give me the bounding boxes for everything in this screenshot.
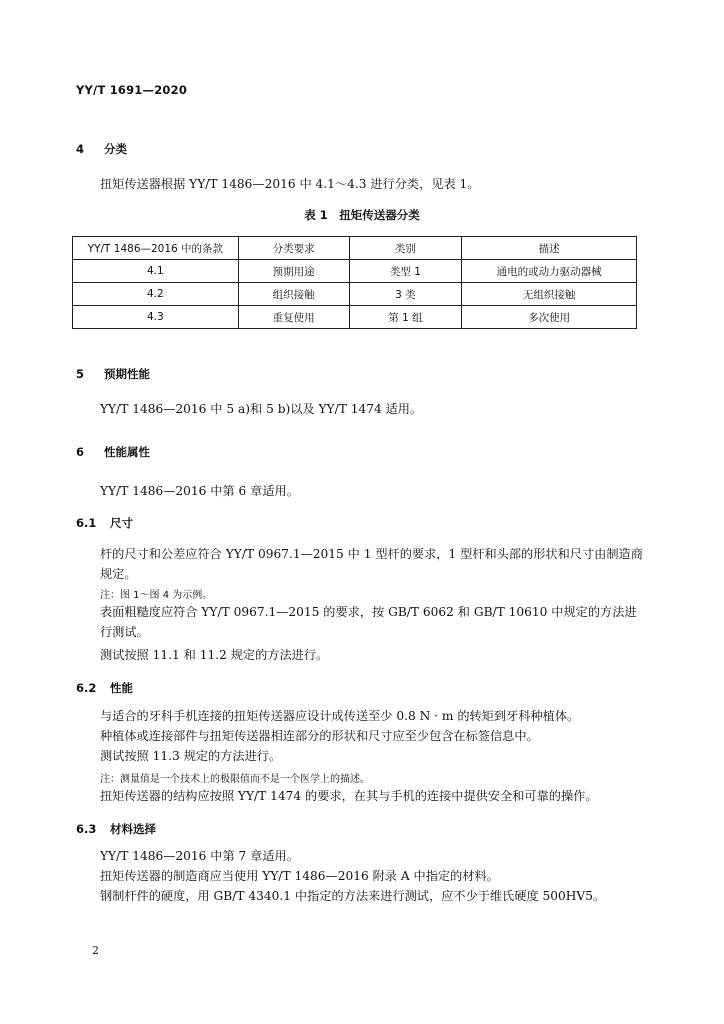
table-cell: 预期用途: [238, 260, 349, 283]
table-cell: 4.3: [73, 306, 239, 329]
table-header-cell: 类别: [349, 237, 462, 260]
paragraph: YY/T 1486—2016 中 5 a)和 5 b)以及 YY/T 1474 适用。: [100, 402, 423, 416]
paragraph: 钢制杆件的硬度，用 GB/T 4340.1 中指定的方法来进行测试，应不少于维氏硬度 500HV5。: [100, 889, 606, 903]
paragraph: 扭矩传送器的制造商应当使用 YY/T 1486—2016 附录 A 中指定的材料。: [100, 869, 499, 883]
table-header-cell: YY/T 1486—2016 中的条款: [73, 237, 239, 260]
table-caption: 表 1 扭矩传送器分类: [304, 208, 420, 222]
section-number: 6: [76, 445, 85, 459]
paragraph: 与适合的牙科手机连接的扭矩传送器应设计成传送至少 0.8 N · m 的转矩到牙科种植体。: [100, 709, 580, 723]
paragraph: 测试按照 11.1 和 11.2 规定的方法进行。: [100, 648, 329, 662]
note: 注：图 1～图 4 为示例。: [100, 590, 213, 601]
section-6-heading: [76, 444, 150, 460]
section-number: 6.3: [76, 822, 97, 836]
section-number: 5: [76, 367, 85, 381]
table-cell: 重复使用: [238, 306, 349, 329]
table-cell: 通电的或动力驱动器械: [462, 260, 637, 283]
section-6-2-heading: [76, 680, 133, 696]
paragraph: 扭矩传送器的结构应按照 YY/T 1474 的要求，在其与手机的连接中提供安全和可靠的操作。: [100, 789, 598, 803]
section-title: 预期性能: [104, 367, 151, 381]
table-cell: 4.2: [73, 283, 239, 306]
section-title: 尺寸: [110, 516, 134, 530]
table-cell: 3 类: [349, 283, 462, 306]
table-cell: 多次使用: [462, 306, 637, 329]
paragraph: 测试按照 11.3 规定的方法进行。: [100, 749, 282, 763]
section-number: 6.1: [76, 516, 97, 530]
table-header-cell: 分类要求: [238, 237, 349, 260]
paragraph: 扭矩传送器根据 YY/T 1486—2016 中 4.1～4.3 进行分类，见表 1。: [100, 177, 480, 191]
section-title: 性能: [110, 681, 134, 695]
paragraph: 表面粗糙度应符合 YY/T 0967.1—2015 的要求，按 GB/T 6062 和 GB/T 10610 中规定的方法进行测试。: [100, 605, 637, 639]
table-cell: 组织接触: [238, 283, 349, 306]
table-cell: 无组织接触: [462, 283, 637, 306]
section-number: 4: [76, 142, 85, 156]
table-row: [73, 306, 637, 329]
note: 注：测量值是一个技术上的极限值而不是一个医学上的描述。: [100, 774, 370, 785]
table-header-cell: 描述: [462, 237, 637, 260]
paragraph: YY/T 1486—2016 中第 7 章适用。: [100, 849, 299, 863]
section-number: 6.2: [76, 681, 97, 695]
section-6-3-heading: [76, 821, 156, 837]
paragraph: 种植体或连接部件与扭矩传送器相连部分的形状和尺寸应至少包含在标签信息中。: [100, 729, 539, 743]
section-6-1-heading: [76, 515, 133, 531]
section-title: 性能属性: [104, 445, 151, 459]
paragraph: YY/T 1486—2016 中第 6 章适用。: [100, 484, 299, 498]
section-title: 材料选择: [110, 822, 157, 836]
section-title: 分类: [104, 142, 128, 156]
table-cell: 第 1 组: [349, 306, 462, 329]
section-5-heading: [76, 366, 150, 382]
table-cell: 类型 1: [349, 260, 462, 283]
table-row: [73, 283, 637, 306]
standard-code: YY/T 1691—2020: [76, 83, 188, 97]
classification-table: [72, 236, 637, 329]
table-cell: 4.1: [73, 260, 239, 283]
table-header-row: [73, 237, 637, 260]
paragraph: 杆的尺寸和公差应符合 YY/T 0967.1—2015 中 1 型杆的要求，1 型杆和头部的形状和尺寸由制造商规定。: [100, 547, 643, 581]
page-number: 2: [92, 944, 99, 957]
section-4-heading: [76, 141, 127, 157]
table-row: [73, 260, 637, 283]
